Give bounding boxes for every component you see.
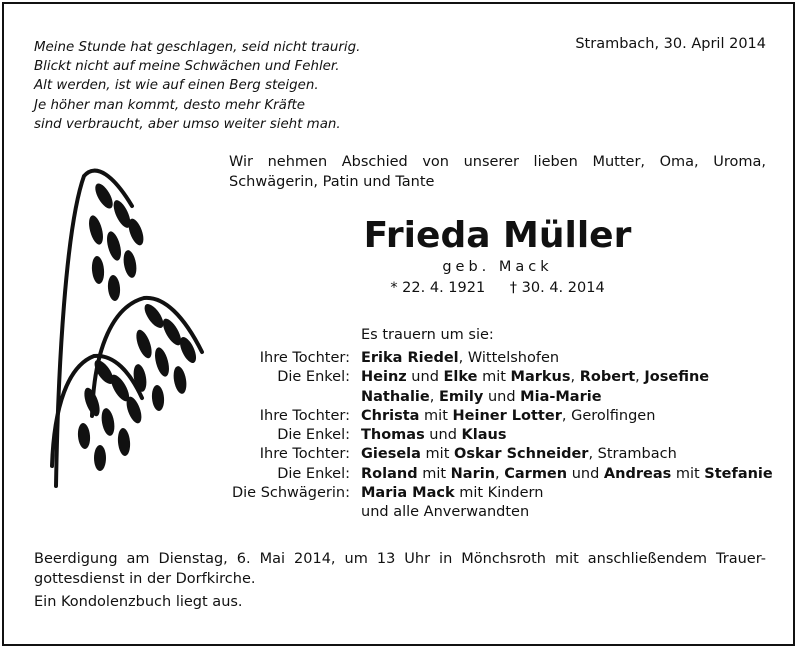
relation-label: Die Enkel: — [277, 465, 350, 482]
mourners-heading: Es trauern um sie: — [361, 327, 494, 343]
mourner-text: , Gerolfingen — [561, 407, 656, 424]
mourner-name: Klaus — [461, 427, 507, 444]
poem-line: Meine Stunde hat geschlagen, seid nicht traurig. — [34, 40, 361, 55]
relation-label: Die Enkel: — [277, 427, 350, 444]
mourner-name: Roland — [361, 465, 418, 482]
funeral-info — [34, 549, 766, 589]
mourner-names — [361, 388, 602, 407]
mourner-name: Christa — [361, 407, 420, 424]
life-dates — [229, 280, 766, 296]
intro-line: Wir nehmen Abschied von unserer lieben Mutter, Oma, Uroma, — [229, 154, 766, 170]
birth-date: * 22. 4. 1921 — [390, 280, 486, 296]
deceased-name: Frieda Müller — [363, 215, 632, 256]
mourner-text: , — [635, 369, 645, 386]
mourner-text: mit — [419, 407, 453, 424]
intro-text — [229, 152, 766, 192]
mourner-row — [210, 368, 773, 387]
death-date: † 30. 4. 2014 — [509, 280, 605, 296]
mourner-text: mit — [417, 465, 451, 482]
mourner-name: Narin — [450, 465, 496, 482]
place-date: Strambach, 30. April 2014 — [575, 36, 766, 52]
mourner-row — [210, 349, 773, 368]
mourner-text: mit — [477, 369, 511, 386]
wheat-ears-icon — [44, 166, 224, 506]
relation-label: Ihre Tochter: — [259, 446, 350, 463]
mourner-text: , — [570, 369, 580, 386]
mourner-text: , Wittelshofen — [458, 350, 560, 366]
mourner-name: Nathalie — [361, 388, 430, 405]
mourner-name: Mia-Marie — [520, 388, 602, 405]
relation-label: Die Enkel: — [277, 369, 350, 386]
mourner-text: und — [483, 388, 521, 405]
mourner-row — [210, 388, 773, 407]
mourner-text: und alle Anverwandten — [361, 504, 530, 521]
mourner-name: Robert — [579, 369, 636, 386]
mourner-text: , — [429, 388, 439, 405]
mourner-text: , — [495, 465, 505, 482]
relation-label: Ihre Tochter: — [259, 350, 350, 366]
mourner-names — [361, 503, 529, 522]
relation-label: Ihre Tochter: — [259, 407, 350, 424]
maiden-name: geb. Mack — [442, 259, 553, 275]
relation-label — [210, 388, 361, 407]
mourners-list — [210, 349, 773, 523]
mourner-text: mit Kindern — [454, 485, 544, 502]
mourner-text: und — [406, 369, 444, 386]
mourner-name: Heinz — [361, 369, 407, 386]
funeral-line: gottesdienst in der Dorfkirche. — [34, 571, 256, 587]
mourner-text: , Strambach — [588, 446, 677, 463]
mourner-name: Oskar Schneider — [454, 446, 589, 463]
funeral-line: Beerdigung am Dienstag, 6. Mai 2014, um 13 Uhr in Mönchsroth mit anschließendem Trauer- — [34, 551, 766, 567]
poem-line: Je höher man kommt, desto mehr Kräfte — [34, 97, 306, 113]
mourner-row — [210, 465, 773, 484]
poem — [34, 38, 360, 134]
mourner-names — [361, 368, 709, 387]
mourner-text: mit — [420, 446, 454, 463]
mourner-name: Josefine — [644, 369, 710, 386]
mourner-name: Thomas — [361, 427, 425, 444]
mourner-name: Emily — [438, 388, 484, 405]
relation-label — [210, 503, 361, 522]
mourner-name: Carmen — [504, 465, 568, 482]
mourner-name: Markus — [510, 369, 571, 386]
mourner-name: Erika Riedel — [361, 350, 459, 366]
mourner-text: und — [424, 427, 462, 444]
mourner-text: mit — [671, 465, 705, 482]
mourner-name: Heiner Lotter — [452, 407, 562, 424]
mourner-text: und — [567, 465, 604, 482]
mourner-names — [361, 407, 655, 426]
mourner-row — [210, 484, 773, 503]
mourner-row — [210, 445, 773, 464]
poem-line: sind verbraucht, aber umso weiter sieht man. — [34, 116, 341, 132]
mourner-row — [210, 426, 773, 445]
mourner-names — [361, 445, 677, 464]
mourner-row — [210, 503, 773, 522]
mourner-name: Giesela — [361, 446, 421, 463]
intro-line: Schwägerin, Patin und Tante — [229, 174, 435, 190]
mourner-name: Elke — [443, 369, 478, 386]
mourner-names — [361, 484, 543, 503]
mourner-name: Andreas — [603, 465, 672, 482]
mourner-name: Stefanie — [704, 465, 773, 482]
mourner-names — [361, 465, 773, 484]
poem-line: Blickt nicht auf meine Schwächen und Fehler. — [34, 59, 340, 75]
mourner-names — [361, 349, 559, 368]
condolence-note: Ein Kondolenzbuch liegt aus. — [34, 594, 243, 610]
relation-label: Die Schwägerin: — [231, 485, 350, 502]
mourner-row — [210, 407, 773, 426]
poem-line: Alt werden, ist wie auf einen Berg steigen. — [34, 78, 319, 94]
mourner-names — [361, 426, 506, 445]
mourner-name: Maria Mack — [361, 485, 455, 502]
